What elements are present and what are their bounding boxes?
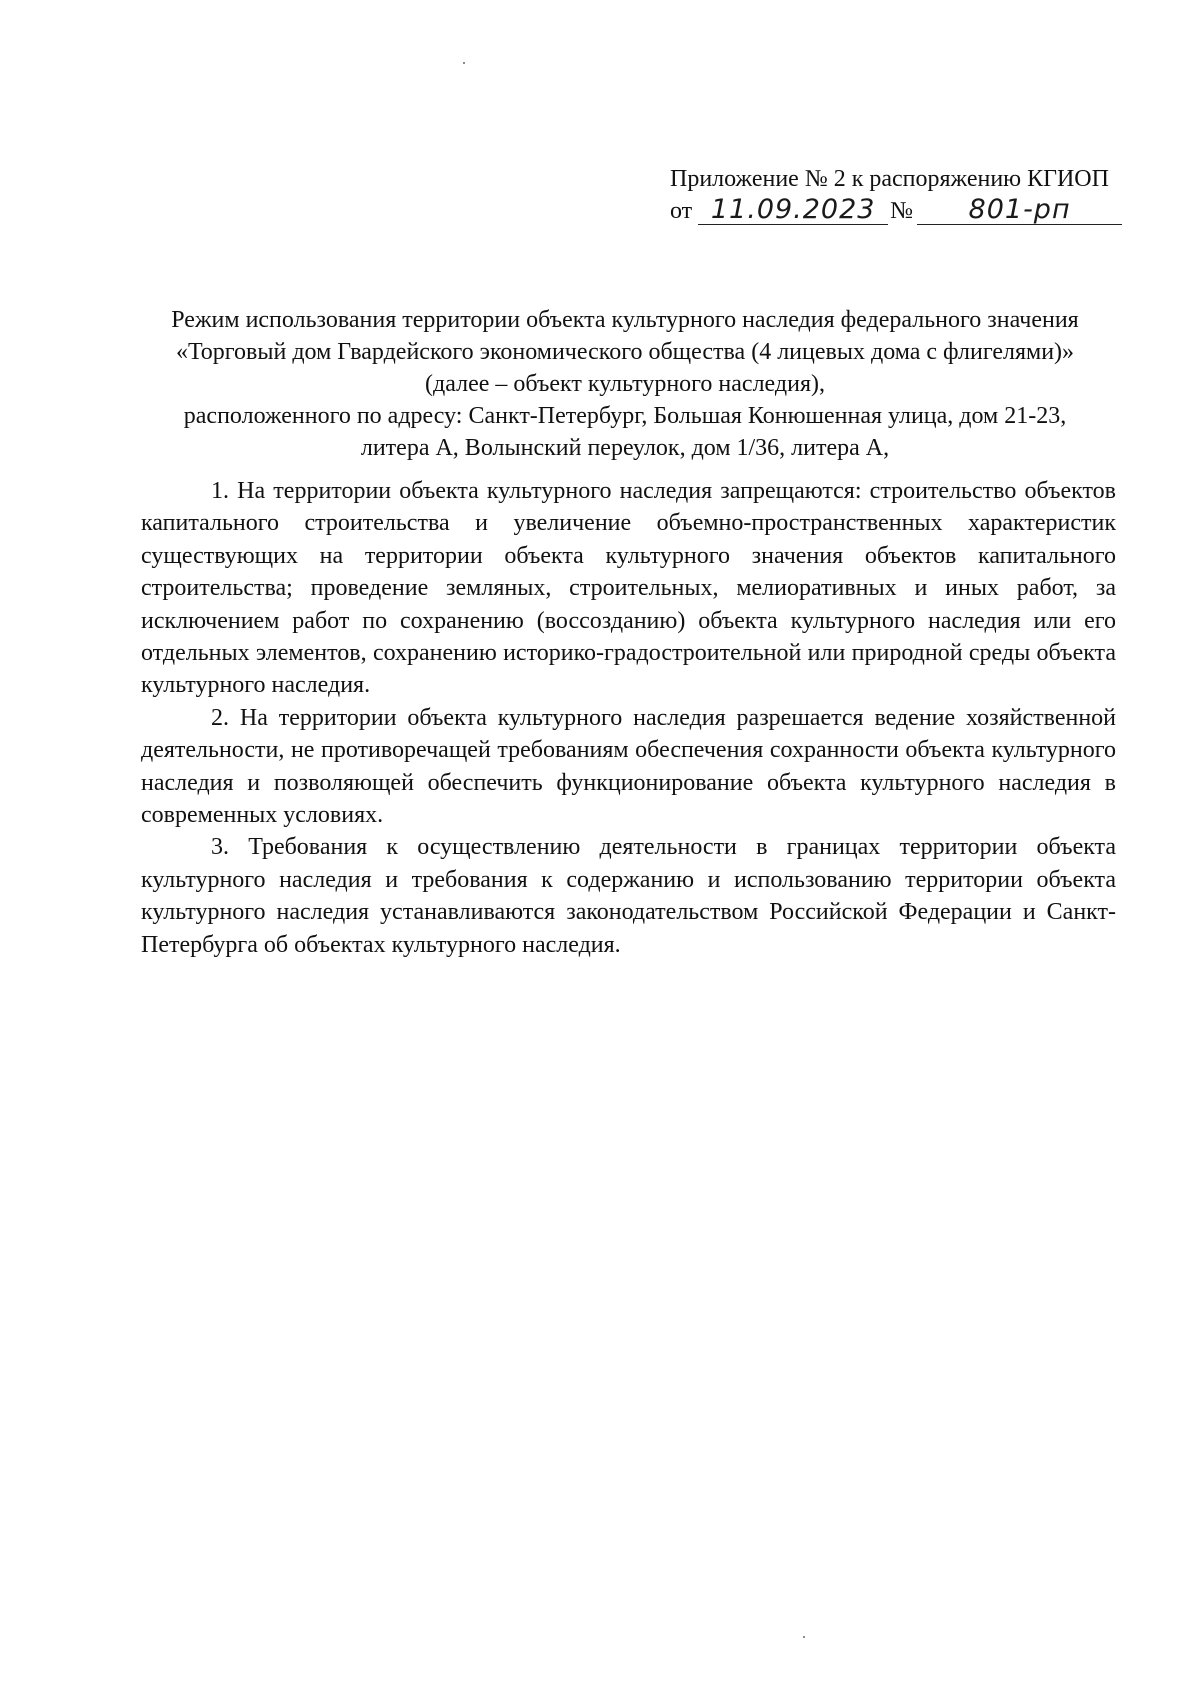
handwritten-date: 11.09.2023: [698, 196, 888, 225]
appendix-header: [670, 163, 1130, 227]
handwritten-order-number: 801-рп: [917, 196, 1122, 225]
title-line-4: расположенного по адресу: Санкт-Петербург, Большая Конюшенная улица, дом 21-23,: [183, 403, 1067, 429]
paragraph-1: 1. На территории объекта культурного наследия запрещаются: строительство объектов капитального строительства и увеличение объемно-пространственных характеристик существующих на территории объекта культурного значения объектов капитального строительства; проведение земляных, строительных, мелиоративных и иных работ, за исключением работ по сохранению (воссозданию) объекта культурного наследия или его отдельных элементов, сохранению историко-градостроительной или природной среды объекта культурного наследия.: [141, 478, 1116, 699]
appendix-title: Приложение № 2 к распоряжению КГИОП: [670, 166, 1109, 192]
paragraph-3: 3. Требования к осуществлению деятельности в границах территории объекта культурного наследия и требования к содержанию и использованию территории объекта культурного наследия устанавливаются законодательством Российской Федерации и Санкт-Петербурга об объектах культурного наследия.: [141, 834, 1116, 958]
number-sign: №: [890, 198, 914, 224]
order-reference: [670, 195, 1130, 227]
title-line-2: «Торговый дом Гвардейского экономического общества (4 лицевых дома с флигелями)»: [175, 339, 1075, 365]
title-line-3: (далее – объект культурного наследия),: [425, 371, 825, 397]
document-body: [141, 475, 1116, 961]
title-line-5: литера А, Волынский переулок, дом 1/36, литера А,: [360, 435, 890, 461]
paragraph-2: 2. На территории объекта культурного наследия разрешается ведение хозяйственной деятельности, не противоречащей требованиям обеспечения сохранности объекта культурного наследия и позволяющей обеспечить функционирование объекта культурного наследия в современных условиях.: [141, 704, 1116, 829]
from-label: от: [670, 198, 693, 224]
title-line-1: Режим использования территории объекта культурного наследия федерального значения: [171, 307, 1079, 333]
document-title: [130, 304, 1120, 464]
scan-speck-bottom: [803, 1636, 805, 1638]
scan-speck-top: [463, 62, 465, 64]
